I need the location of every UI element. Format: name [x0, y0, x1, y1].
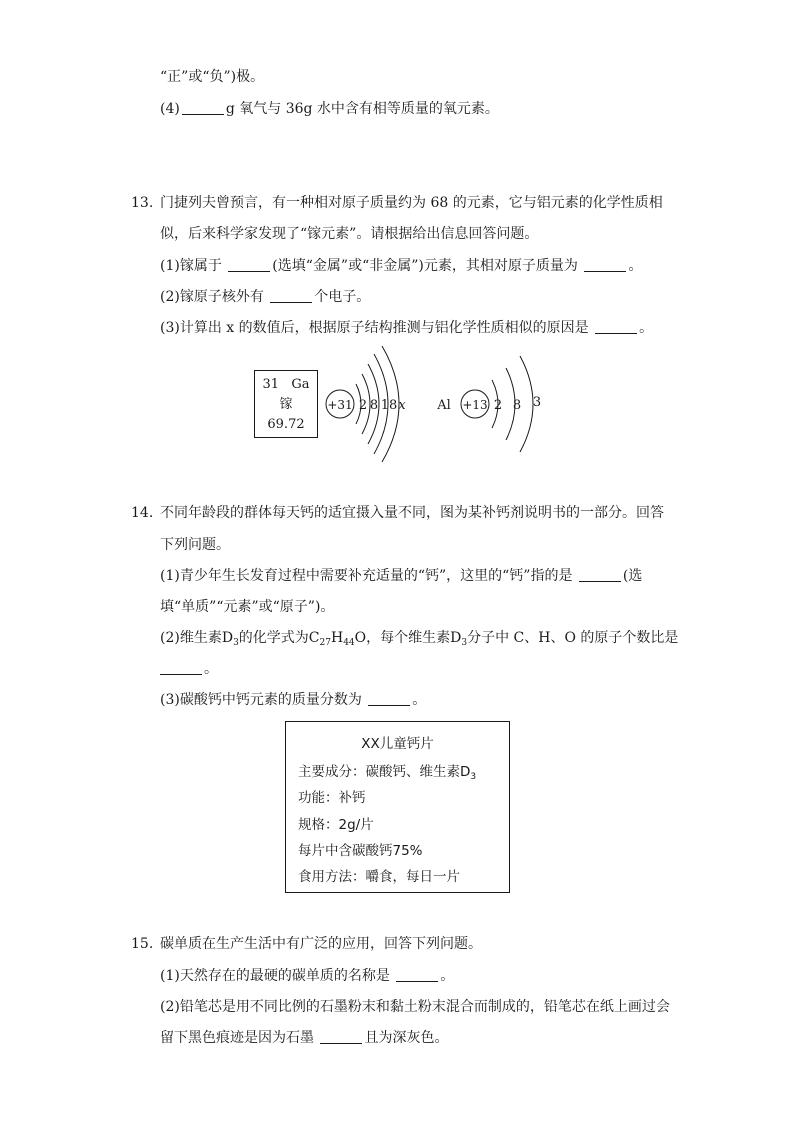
element-box-gallium: [254, 370, 318, 438]
q13-sub3: (3)计算出 x 的数值后，根据原子结构推测与铝化学性质相似的原因是 。: [160, 320, 654, 336]
q14-sub1: (1)青少年生长发育过程中需要补充适量的“钙”，这里的“钙”指的是 (选: [160, 568, 643, 584]
gallium-shell-electrons: x: [398, 398, 406, 413]
q13-stem-line1: 门捷列夫曾预言，有一种相对原子质量约为 68 的元素，它与铝元素的化学性质相: [160, 195, 663, 211]
q12-sub4: (4) g 氧气与 36g 水中含有相等质量的氧元素。: [160, 101, 499, 117]
gallium-atom-diagram: [326, 346, 406, 462]
calcium-tablet-label: [285, 721, 510, 893]
label-function: 功能：补钙: [298, 790, 366, 806]
q14-stem-line2: 下列问题。: [160, 537, 230, 553]
label-content: 每片中含碳酸钙75%: [298, 843, 423, 859]
answer-blank[interactable]: [228, 257, 270, 272]
gallium-shell-electrons: 8: [369, 398, 379, 413]
aluminum-nucleus-charge: +13: [462, 398, 488, 412]
element-name: 镓: [279, 397, 293, 412]
answer-blank[interactable]: [270, 288, 312, 303]
label-title: XX儿童钙片: [361, 736, 434, 752]
atomic-mass: 69.72: [267, 417, 305, 432]
aluminum-shell-electrons: 3: [532, 395, 542, 410]
label-spec: 规格：2g/片: [298, 817, 374, 833]
aluminum-shell-electrons: 2: [493, 398, 503, 413]
answer-blank[interactable]: [584, 257, 626, 272]
gallium-shell-electrons: 2: [358, 398, 368, 413]
q13-stem-line2: 似，后来科学家发现了“镓元素”。请根据给出信息回答问题。: [160, 226, 539, 242]
q14-sub2-cont: 。: [160, 659, 218, 679]
answer-blank[interactable]: [368, 691, 410, 706]
q13-sub1: (1)镓属于 (选填“金属”或“非金属”)元素，其相对原子质量为 。: [160, 258, 643, 274]
atomic-number: 31: [262, 377, 279, 392]
gallium-nucleus-charge: +31: [327, 398, 353, 412]
q14-sub1-cont: 填“单质”“元素”或“原子”)。: [160, 599, 335, 615]
element-symbol: Ga: [291, 377, 310, 392]
question-number-15: 15.: [131, 936, 154, 952]
q14-sub3: (3)碳酸钙中钙元素的质量分数为 。: [160, 692, 427, 708]
q15-sub1: (1)天然存在的最硬的碳单质的名称是 。: [160, 968, 455, 984]
q12-line: “正”或“负”)极。: [160, 69, 265, 85]
label-ingredients: 主要成分：碳酸钙、维生素$D_3$: [298, 764, 477, 782]
aluminum-atom-diagram: [436, 356, 541, 452]
q14-stem-line1: 不同年龄段的群体每天钙的适宜摄入量不同，图为某补钙剂说明书的一部分。回答: [160, 505, 664, 521]
answer-blank[interactable]: [160, 660, 202, 675]
aluminum-symbol: Al: [437, 398, 451, 413]
answer-blank[interactable]: [396, 967, 438, 982]
answer-blank[interactable]: [595, 319, 637, 334]
question-number-13: 13.: [131, 195, 154, 211]
answer-blank[interactable]: [320, 1029, 362, 1044]
answer-blank[interactable]: [182, 100, 224, 115]
question-number-14: 14.: [131, 505, 154, 521]
q15-sub2-line2: 留下黑色痕迹是因为石墨 且为深灰色。: [160, 1030, 449, 1046]
gallium-shell-electrons: 18: [380, 398, 398, 413]
aluminum-shell-arc: [520, 356, 533, 452]
atom-structure-diagrams: [318, 340, 558, 470]
q13-sub2: (2)镓原子核外有 个电子。: [160, 289, 371, 305]
aluminum-shell-electrons: 8: [512, 398, 522, 413]
q15-sub2-line1: (2)铅笔芯是用不同比例的石墨粉末和黏土粉末混合而制成的，铅笔芯在纸上画过会: [160, 999, 670, 1015]
label-usage: 食用方法：嚼食，每日一片: [298, 869, 460, 885]
q15-stem: 碳单质在生产生活中有广泛的应用，回答下列问题。: [160, 936, 482, 952]
q14-sub2: (2)维生素$D_3$的化学式为$C_{27}H_{44}O$，每个维生素$D_3$分子中 C、H、O 的原子个数比是: [160, 630, 679, 648]
answer-blank[interactable]: [579, 567, 621, 582]
